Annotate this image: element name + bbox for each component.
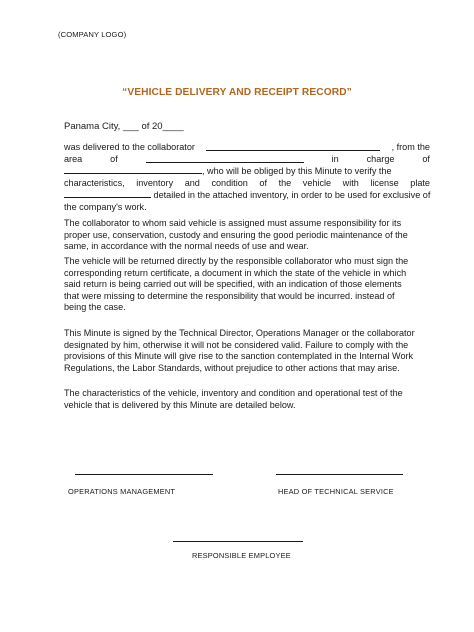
delivery-line-3: [64, 165, 430, 178]
paragraph-line: The collaborator to whom said vehicle is assigned must assume responsibility for its: [64, 218, 402, 228]
text-of: of: [110, 153, 118, 164]
return-paragraph: [64, 256, 430, 314]
delivery-paragraph: [64, 142, 430, 214]
paragraph-line: Regulations, the Labor Standards, without prejudice to other actions that may arise.: [64, 362, 400, 373]
word: inventory: [136, 177, 174, 188]
word: with: [342, 177, 359, 188]
word: and: [184, 177, 200, 188]
responsible-employee-label: RESPONSIBLE EMPLOYEE: [192, 551, 291, 560]
paragraph-line: The vehicle will be returned directly by the responsible collaborator who must sign the: [64, 256, 409, 266]
word: plate: [410, 177, 430, 188]
paragraph-line: The characteristics of the vehicle, inventory and condition and operational test of the: [64, 388, 403, 398]
delivery-line-4: [64, 178, 430, 190]
delivery-line-5: [64, 189, 430, 202]
word: of: [259, 177, 267, 188]
text-of-2: of: [422, 153, 430, 164]
area-name-blank[interactable]: [146, 154, 304, 163]
paragraph-line: corresponding return certificate, a document in which the state of the vehicle in which: [64, 267, 407, 278]
license-plate-blank[interactable]: [64, 189, 151, 198]
employee-signature-line[interactable]: [173, 541, 303, 542]
text-in: in: [331, 153, 339, 164]
paragraph-line: same, in accordance with the normal needs of use and wear.: [64, 241, 309, 252]
word: vehicle: [302, 177, 332, 188]
text-from-the: , from the: [391, 142, 430, 152]
paragraph-line: designated by him, otherwise it will not be considered valid. Failure to comply with the: [64, 339, 409, 350]
text-delivered-to: was delivered to the collaborator: [64, 142, 195, 152]
city-date-line: Panama City, ___ of 20____: [64, 121, 184, 132]
person-in-charge-blank[interactable]: [64, 165, 202, 174]
paragraph-line: proper use, conservation, custody and ensuring the good periodic maintenance of the: [64, 229, 408, 240]
paragraph-line: that were missing to determine the responsibility that would be incurred. instead of: [64, 290, 395, 301]
paragraph-line: provisions of this Minute will give rise to the sanction contemplated in the Internal Work: [64, 351, 414, 362]
word: license: [370, 177, 399, 188]
company-logo-placeholder: (COMPANY LOGO): [58, 30, 127, 39]
responsibility-paragraph: [64, 218, 430, 253]
delivery-line-1: [64, 142, 430, 154]
head-technical-service-label: HEAD OF TECHNICAL SERVICE: [278, 487, 394, 496]
text-who-will-be-obliged: , who will be obliged by this Minute to verify the: [202, 166, 392, 177]
technical-service-signature-line[interactable]: [276, 474, 403, 475]
text-detailed-in-inventory: detailed in the attached inventory, in order to be used for exclusive of: [153, 190, 431, 201]
operations-management-label: OPERATIONS MANAGEMENT: [68, 487, 176, 496]
delivery-line-2: [64, 154, 430, 166]
characteristics-paragraph: [64, 388, 430, 411]
paragraph-line: vehicle that is delivered by this Minute are detailed below.: [64, 399, 296, 410]
signing-paragraph: [64, 328, 430, 374]
document-title: “VEHICLE DELIVERY AND RECEIPT RECORD”: [122, 87, 352, 98]
text-charge: charge: [366, 153, 395, 164]
collaborator-name-blank[interactable]: [206, 142, 380, 151]
paragraph-line: being the case.: [64, 302, 126, 313]
text-area: area: [64, 153, 83, 164]
paragraph-line: said return is being carried out will be specified, with an indication of those elements: [64, 279, 402, 290]
word: condition: [211, 177, 248, 188]
operations-signature-line[interactable]: [75, 474, 213, 475]
word: characteristics,: [64, 177, 125, 188]
word: the: [278, 177, 292, 188]
paragraph-line: This Minute is signed by the Technical Director, Operations Manager or the collaborator: [64, 328, 415, 338]
delivery-line-6: the company's work.: [64, 201, 147, 212]
